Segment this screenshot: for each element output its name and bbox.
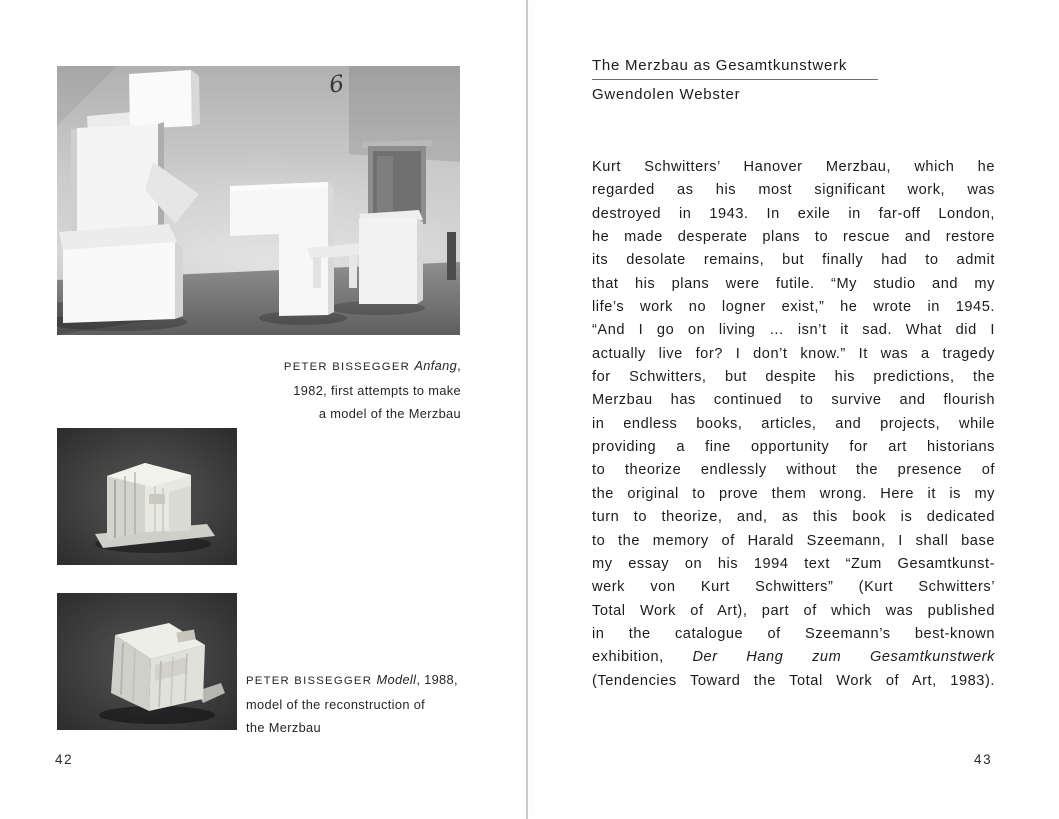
photo-merzbau-model-wall	[57, 66, 460, 335]
handwritten-number-6: 6	[327, 71, 346, 99]
page-number-left: 42	[55, 752, 74, 767]
caption-photo-top: PETER BISSEGGER Anfang, 1982, first attempts to make a model of the Merzbau	[283, 358, 461, 421]
page-gutter-divider	[526, 0, 528, 819]
article-author: Gwendolen Webster	[592, 86, 741, 103]
caption-photo-bottom: PETER BISSEGGER Modell, 1988, model of the reconstruction of the Merzbau	[246, 672, 458, 735]
article-body: Kurt Schwitters’ Hanover Merzbau, which he regarded as his most significant work, was destroyed in 1943. In exile in far-off London, he made desperate plans to rescue and restore its desolate remains, but finally had to admit that his plans were futile. “My studio and my life’s work no logner exist,” he wrote in 1945. “And I go on living … isn’t it sad. What did I actually live for? I don’t know.” It was a tragedy for Schwitters, but despite his predictions, the Merzbau has continued to survive and flourish in endless books, articles, and projects, while providing a fine opportunity for art historians to theorize endlessly without the presence of the original to prove them wrong. Here it is my turn to theorize, and, as this book is dedicated to the memory of Harald Szeemann, I shall base my essay on his 1994 text “Zum Gesamtkunst- werk von Kurt Schwitters” (Kurt Schwitters’ Total Work of Art), part of which was published in the catalogue of Szeemann’s best-known exhibition, Der Hang zum Gesamtkunstwerk (Tendencies Toward the Total Work of Art, 1983).	[592, 159, 995, 689]
article-header	[592, 57, 995, 103]
photo-model-1982	[57, 428, 237, 565]
article-title: The Merzbau as Gesamtkunstwerk	[592, 57, 878, 80]
page-number-right: 43	[974, 752, 993, 767]
photo-model-1988	[57, 593, 237, 730]
